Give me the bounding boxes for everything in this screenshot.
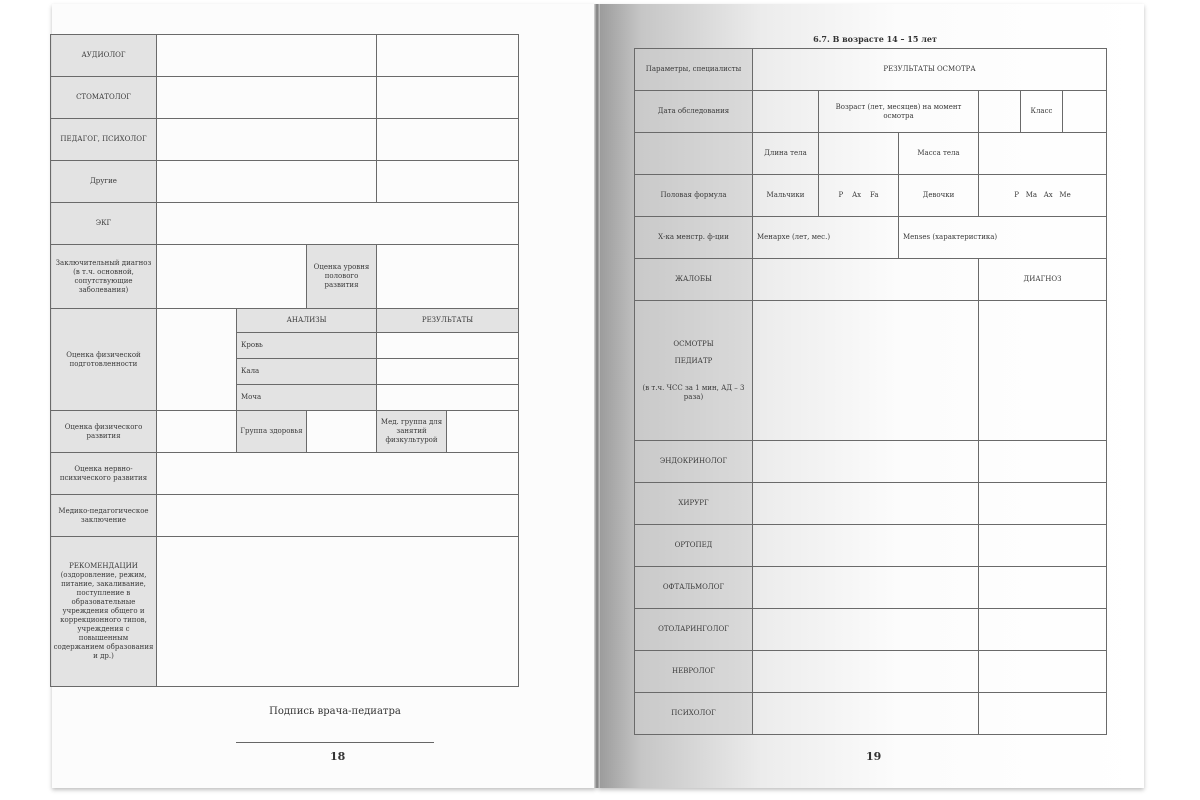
height-label: Длина тела <box>753 133 819 175</box>
final-diagnosis-field[interactable] <box>157 245 307 309</box>
row-params <box>635 49 1107 91</box>
row-recommendations <box>51 537 519 687</box>
complaints-label: ЖАЛОБЫ <box>635 259 753 301</box>
others-label: Другие <box>51 161 157 203</box>
page-number-left: 18 <box>330 750 346 763</box>
results-header: РЕЗУЛЬТАТЫ ОСМОТРА <box>753 49 1107 91</box>
row-sex-formula <box>635 175 1107 217</box>
neuro-psych-field[interactable] <box>157 453 519 495</box>
row-surgeon <box>635 483 1107 525</box>
surgeon-field[interactable] <box>753 483 979 525</box>
diagnosis-header: ДИАГНОЗ <box>979 259 1107 301</box>
neuro-psych-label: Оценка нервно-психического развития <box>51 453 157 495</box>
boys-label: Мальчики <box>753 175 819 217</box>
row-med-ped <box>51 495 519 537</box>
left-medical-table <box>50 34 519 687</box>
psychiatrist-diagnosis[interactable] <box>979 693 1107 735</box>
recommendations-label <box>51 537 157 687</box>
orthopedist-field[interactable] <box>753 525 979 567</box>
age-label: Возраст (лет, месяцев) на момент осмотра <box>819 91 979 133</box>
row-neurologist <box>635 651 1107 693</box>
physical-eval-label: Оценка физического развития <box>51 411 157 453</box>
weight-field[interactable] <box>979 133 1107 175</box>
tests-header: АНАЛИЗЫ <box>237 309 377 333</box>
row-psychiatrist <box>635 693 1107 735</box>
health-level-field[interactable] <box>377 245 519 309</box>
ophthalmologist-field[interactable] <box>753 567 979 609</box>
row-height-weight <box>635 133 1107 175</box>
endocrinologist-label: ЭНДОКРИНОЛОГ <box>635 441 753 483</box>
section-title: 6.7. В возрасте 14 – 15 лет <box>813 34 937 44</box>
health-level-label: Оценка уровня полового развития <box>307 245 377 309</box>
blood-result[interactable] <box>377 333 519 359</box>
neurologist-diagnosis[interactable] <box>979 651 1107 693</box>
audiologist-label: АУДИОЛОГ <box>51 35 157 77</box>
menarche-label[interactable]: Менархе (лет, мес.) <box>753 217 899 259</box>
age-field[interactable] <box>979 91 1021 133</box>
dentist-field-2[interactable] <box>377 77 519 119</box>
pediatrician-note: (в т.ч. ЧСС за 1 мин, АД – 3 раза) <box>642 383 745 401</box>
exam-date-field[interactable] <box>753 91 819 133</box>
med-ped-field[interactable] <box>157 495 519 537</box>
girls-mark-p: P <box>1014 191 1019 199</box>
surgeon-diagnosis[interactable] <box>979 483 1107 525</box>
height-field[interactable] <box>819 133 899 175</box>
neurologist-field[interactable] <box>753 651 979 693</box>
girls-mark-me: Me <box>1059 191 1071 199</box>
sex-formula-label: Половая формула <box>635 175 753 217</box>
boys-mark-ax: Ax <box>852 191 862 199</box>
physical-dev-label: Оценка физической подготовленности <box>51 309 157 411</box>
row-exam-date <box>635 91 1107 133</box>
audiologist-field[interactable] <box>157 35 377 77</box>
ecg-field[interactable] <box>157 203 519 245</box>
girls-label: Девочки <box>899 175 979 217</box>
med-group-label: Мед. группа для занятий физкультурой <box>377 411 447 453</box>
row-neuro-psych <box>51 453 519 495</box>
row-physical-eval <box>51 411 519 453</box>
med-group-field[interactable] <box>447 411 519 453</box>
row-orthopedist <box>635 525 1107 567</box>
row-psychologist <box>51 119 519 161</box>
endocrinologist-field[interactable] <box>753 441 979 483</box>
feces-result[interactable] <box>377 359 519 385</box>
row-ecg <box>51 203 519 245</box>
final-diagnosis-label: Заключительный диагноз (в т.ч. основной, сопутствующие заболевания) <box>51 245 157 309</box>
neurologist-label: НЕВРОЛОГ <box>635 651 753 693</box>
dentist-field[interactable] <box>157 77 377 119</box>
right-medical-table <box>634 48 1107 735</box>
exams-title: ОСМОТРЫ <box>673 339 714 348</box>
health-group-label: Группа здоровья <box>237 411 307 453</box>
endocrinologist-diagnosis[interactable] <box>979 441 1107 483</box>
ent-diagnosis[interactable] <box>979 609 1107 651</box>
row-dentist <box>51 77 519 119</box>
row-endocrinologist <box>635 441 1107 483</box>
row-ophthalmologist <box>635 567 1107 609</box>
params-label: Параметры, специалисты <box>635 49 753 91</box>
urine-label: Моча <box>237 385 377 411</box>
girls-mark-ma: Ma <box>1025 191 1038 199</box>
row-final-diagnosis <box>51 245 519 309</box>
psychologist-field-2[interactable] <box>377 119 519 161</box>
weight-label: Масса тела <box>899 133 979 175</box>
surgeon-label: ХИРУРГ <box>635 483 753 525</box>
boys-mark-fa: Fa <box>869 191 879 199</box>
boys-marks[interactable] <box>819 175 899 217</box>
results-header: РЕЗУЛЬТАТЫ <box>377 309 519 333</box>
girls-mark-ax: Ax <box>1043 191 1053 199</box>
row-tests-header <box>51 309 519 333</box>
menses-label[interactable]: Menses (характеристика) <box>899 217 1107 259</box>
boys-mark-p: P <box>838 191 844 199</box>
class-field[interactable] <box>1063 91 1107 133</box>
blank-label <box>635 133 753 175</box>
recommendations-field[interactable] <box>157 537 519 687</box>
others-field-2[interactable] <box>377 161 519 203</box>
orthopedist-diagnosis[interactable] <box>979 525 1107 567</box>
ophthalmologist-label: ОФТАЛЬМОЛОГ <box>635 567 753 609</box>
row-menstrual <box>635 217 1107 259</box>
pediatrician-field[interactable] <box>753 301 979 441</box>
row-pediatrician <box>635 301 1107 441</box>
blood-label: Кровь <box>237 333 377 359</box>
dentist-label: СТОМАТОЛОГ <box>51 77 157 119</box>
pediatrician-diagnosis[interactable] <box>979 301 1107 441</box>
health-group-field[interactable] <box>307 411 377 453</box>
row-others <box>51 161 519 203</box>
orthopedist-label: ОРТОПЕД <box>635 525 753 567</box>
physical-dev-field[interactable] <box>157 309 237 411</box>
recommendations-title: РЕКОМЕНДАЦИИ <box>69 562 138 570</box>
menstrual-label: Х-ка менстр. ф-ции <box>635 217 753 259</box>
page-number-right: 19 <box>866 750 882 763</box>
row-complaints <box>635 259 1107 301</box>
ecg-label: ЭКГ <box>51 203 157 245</box>
psychiatrist-label: ПСИХОЛОГ <box>635 693 753 735</box>
med-ped-label: Медико-педагогическое заключение <box>51 495 157 537</box>
row-audiologist <box>51 35 519 77</box>
psychologist-field[interactable] <box>157 119 377 161</box>
ent-label: ОТОЛАРИНГОЛОГ <box>635 609 753 651</box>
psychiatrist-field[interactable] <box>753 693 979 735</box>
ent-field[interactable] <box>753 609 979 651</box>
recommendations-body: (оздоровление, режим, питание, закаливание, поступление в образовательные учреждения общего и коррекционного типов, учреждения с повышенным содержанием образования и др.) <box>53 571 154 660</box>
class-label: Класс <box>1021 91 1063 133</box>
signature-label: Подпись врача-педиатра <box>269 706 401 717</box>
feces-label: Кала <box>237 359 377 385</box>
psychologist-label: ПЕДАГОГ, ПСИХОЛОГ <box>51 119 157 161</box>
book-gutter <box>594 4 600 788</box>
others-field[interactable] <box>157 161 377 203</box>
pediatrician-label <box>635 301 753 441</box>
signature-line[interactable] <box>236 742 434 743</box>
physical-eval-field[interactable] <box>157 411 237 453</box>
urine-result[interactable] <box>377 385 519 411</box>
ophthalmologist-diagnosis[interactable] <box>979 567 1107 609</box>
exam-date-label: Дата обследования <box>635 91 753 133</box>
pediatrician-title: ПЕДИАТР <box>674 356 713 365</box>
row-ent <box>635 609 1107 651</box>
complaints-field[interactable] <box>753 259 979 301</box>
girls-marks[interactable] <box>979 175 1107 217</box>
audiologist-field-2[interactable] <box>377 35 519 77</box>
